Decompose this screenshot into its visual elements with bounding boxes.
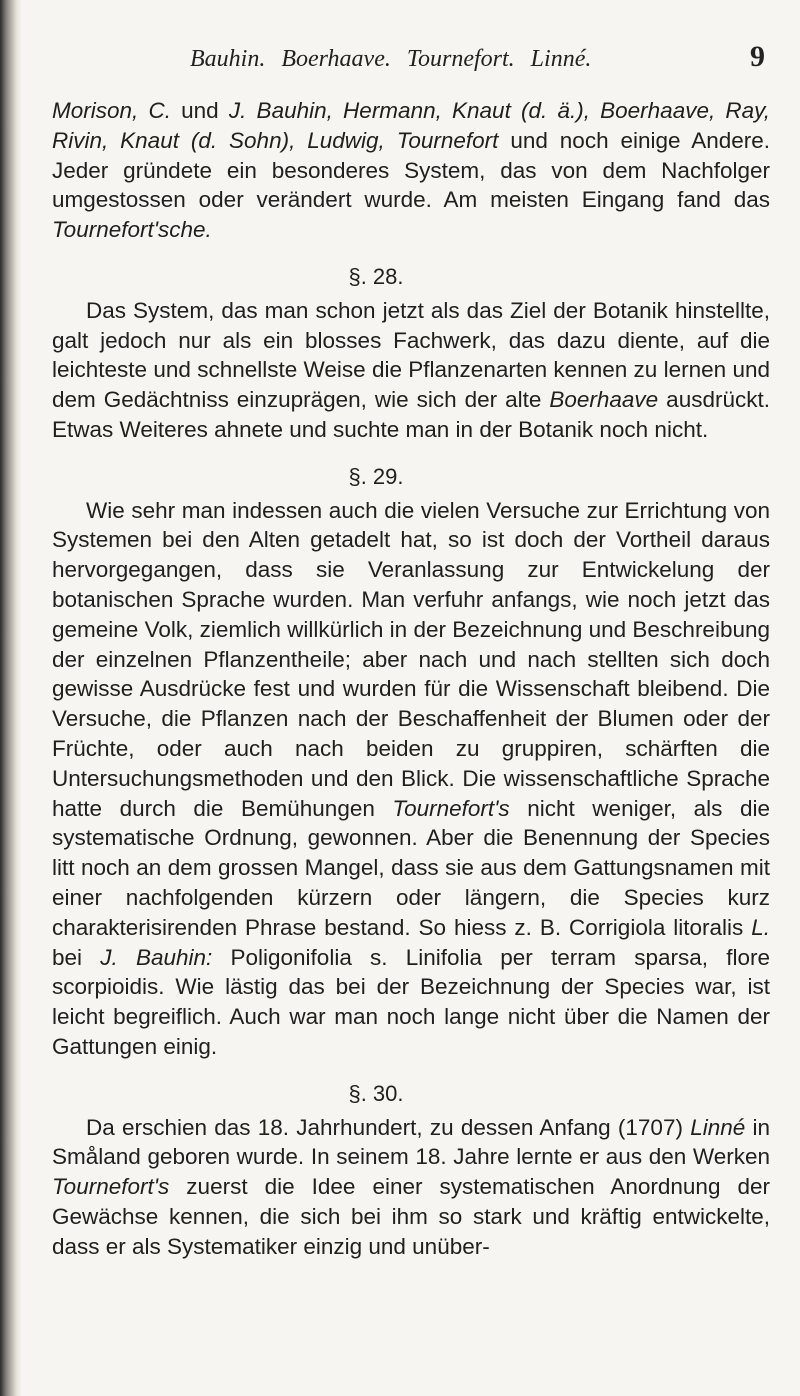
name-italic: Boerhaave (549, 387, 659, 413)
text-run: Wie sehr man indessen auch die vielen Versuche zur Errichtung von Systemen bei den Alten getadelt hat, so ist doch der Vortheil daraus hervorgegangen, dass sie Veranlassung zur Entwickelung der botanischen Sprache wurden. Man verfuhr anfangs, wie noch jetzt das gemeine Volk, ziemlich willkürlich in der Bezeichnung und Beschreibung der einzelnen Pflanzentheile; aber nach und nach stellten sich doch gewisse Ausdrücke fest und wurden für die Wissenschaft bleibend. Die Versuche, die Pflanzen nach der Beschaffenheit der Blumen oder der Früchte, oder auch nach beiden zu gruppiren, schärften die Untersuchungsmethoden und den Blick. Die wissenschaftliche Sprache hatte durch die Bemühungen (52, 497, 770, 821)
section-heading-28: §. 28. (348, 263, 404, 289)
name-italic: Tournefort'sche. (52, 217, 212, 243)
header-name: Bauhin. (190, 46, 266, 72)
header-name: Linné. (530, 46, 592, 72)
page-spine-shadow (0, 0, 22, 1396)
text-run: zuerst die Idee einer systematischen Anordnung der Gewächse kennen, die sich bei ihm so stark und kräftig entwickelte, dass er als Systematiker einzig und unüber- (52, 1174, 770, 1259)
text-run: nicht weniger, als die systematische Ordnung, gewonnen. Aber die Benennung der Species litt noch an dem grossen Mangel, dass sie aus dem Gattungsnamen mit einer nachfolgenden kürzern oder längern, die Species kurz charakterisirenden Phrase bestand. So hiess z. B. Corrigiola litoralis (52, 795, 770, 940)
text-run: und (170, 98, 229, 123)
header-name: Boerhaave. (281, 46, 391, 72)
text-run: Da erschien das 18. Jahrhundert, zu dessen Anfang (1707) (86, 1114, 691, 1140)
paragraph-28 (52, 296, 770, 445)
paragraph-29 (52, 496, 770, 1062)
name-italic: J. Bauhin, Hermann, Knaut (d. ä.), Boerhaave, Ray, Rivin, Knaut (d. Sohn), Ludwig, Tournefort (52, 98, 770, 153)
page-number: 9 (750, 40, 765, 73)
text-run: bei (52, 944, 101, 970)
name-italic: L. (751, 914, 770, 940)
name-italic: J. Bauhin: (100, 944, 213, 970)
text-run: und noch einige Andere. Jeder gründete ein besonderes System, das von dem Nachfolger umgestossen oder verändert wurde. Am meisten Eingang fand das (52, 127, 771, 213)
name-italic: Tournefort's (52, 1174, 170, 1200)
section-heading-29: §. 29. (348, 463, 404, 489)
intro-paragraph (52, 96, 770, 245)
name-italic: Linné (690, 1114, 746, 1140)
text-run: Das System, das man schon jetzt als das Ziel der Botanik hinstellte, galt jedoch nur als ein blosses Fachwerk, das dazu diente, auf die leichteste und schnellste Weise die Pflanzenarten kennen zu lernen und dem Gedächtniss einzuprägen, wie sich der alte (52, 297, 770, 413)
name-italic: Morison, C. (52, 98, 171, 123)
name-italic: Tournefort's (392, 795, 510, 821)
running-header (190, 46, 650, 73)
body-text (52, 96, 770, 1261)
text-run: in Småland geboren wurde. In seinem 18. Jahre lernte er aus den Werken (52, 1114, 770, 1170)
section-heading-30: §. 30. (348, 1080, 404, 1106)
paragraph-30 (52, 1113, 770, 1262)
text-run: ausdrückt. Etwas Weiteres ahnete und suchte man in der Botanik noch nicht. (52, 387, 770, 442)
text-run: Poligonifolia s. Linifolia per terram sparsa, flore scorpioidis. Wie lästig das bei der Bezeichnung der Species war, ist leicht begreiflich. Auch war man noch lange nicht über die Namen der Gattungen einig. (52, 944, 770, 1059)
header-name: Tournefort. (406, 46, 515, 72)
